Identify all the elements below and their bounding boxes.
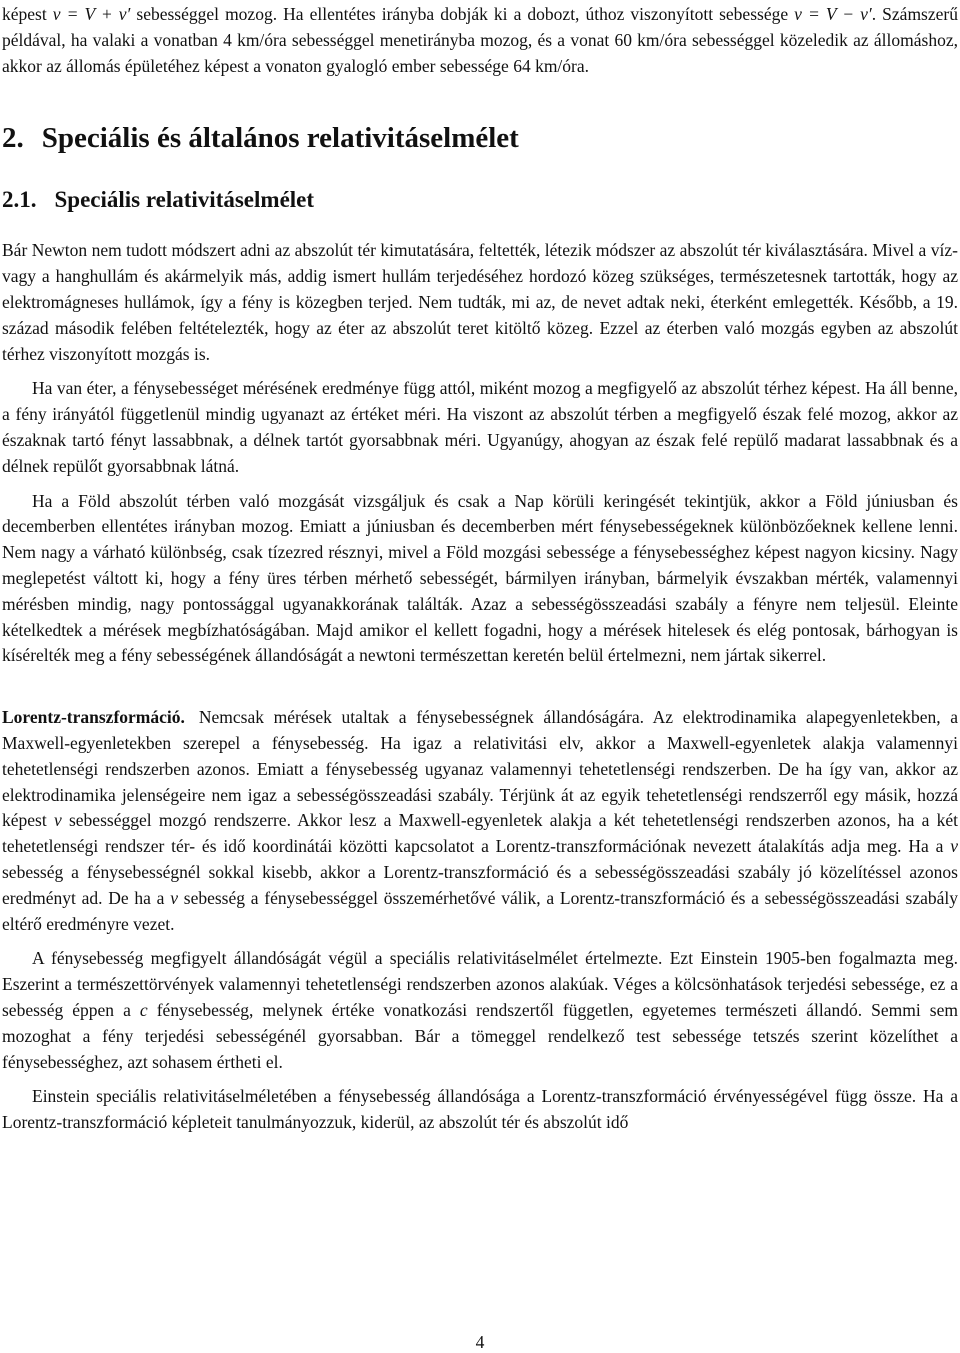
paragraph-earth-motion: Ha a Föld abszolút térben való mozgását vizsgáljuk és csak a Nap körüli keringését tekintjük, akkor a Föld júniusban és decemberben ellentétes irányban mozog. Emiatt a júniusban és decemberben mért fénysebességeknek különbözőeknek kellene lenni. Nem nagy a várható különbség, csak tízezred résznyi, mivel a Föld mozgási sebessége a fénysebességhez képest nagyon kicsiny. Nagy meglepetést váltott ki, hogy a fény üres térben mérhető sebességét, bármilyen irányban, bármelyik évszakban mérték, valamennyi mérésben mindig, nagy pontossággal ugyanakkorának találták. Azaz a sebességösszeadási szabály a fényre nem teljesül. Eleinte kételkedtek a mérések megbízhatóságában. Majd amikor el kellett fogadni, hogy a mérések hitelesek és elég pontosak, bárhogyan is kísérelték meg a fény sebességének állandóságát a newtoni természettan keretén belül értelmezni, nem jártak sikerrel. xyxy=(2,490,958,666)
lorentz-heading: Lorentz-transzformáció. xyxy=(2,707,185,728)
page-number: 4 xyxy=(475,1332,485,1352)
einstein-text-a: A fénysebesség megfigyelt állandóságát végül a speciális relativitáselmélet értelmezte. Ezt Einstein 1905-ben fogalmazta meg. Eszerint a természettörvények valamennyi tehetetlenségi rendszerben azonos alakúak. Véges a kölcsönhatások terjedési sebessége, ez a sebesség éppen a xyxy=(2,948,958,1020)
paragraph-einstein-intro xyxy=(2,946,958,1075)
paragraph-lorentz xyxy=(2,705,958,937)
paragraph-newton: Bár Newton nem tudott módszert adni az abszolút tér kimutatására, feltették, létezik módszer az abszolút tér kiválasztására. Mivel a víz- vagy a hanghullám és akármelyik más, addig ismert hullám terjedéséhez hordozó közeg szükséges, természetesnek tartották, hogy az elektromágneses hullámok, így a fény is közegben terjed. Nem tudták, mi az, de nevet adtak neki, éterként emlegették. Később, a 19. század második felében feltételezték, hogy az éter az abszolút teret kitöltő közeg. Ezzel az éterben való mozgás egyben az abszolút térhez viszonyított mozgás is. xyxy=(2,240,958,364)
intro-paragraph xyxy=(2,0,958,79)
subsection-number: 2.1. xyxy=(2,187,37,213)
subsection-title: Speciális relativitáselmélet xyxy=(54,187,315,213)
subsection-heading xyxy=(2,186,958,214)
lorentz-text-d: sebesség a fénysebességgel összemérhetővé válik, a Lorentz-transzformáció és a sebességösszeadási szabály eltérő eredményre vezet. xyxy=(2,887,958,934)
lorentz-text-b: sebességgel mozgó rendszerre. Akkor lesz a Maxwell-egyenletek alakja a két tehetetlenségi rendszerben azonos, ha a két tehetetlenségi rendszer tér- és idő koordinátái közötti kapcsolatot a Lorentz-transzformációnak nevezett átalakítás adja meg. Ha a xyxy=(2,810,958,857)
intro-text-b: sebességgel mozog. Ha ellentétes irányba dobják ki a dobozt, úthoz viszonyított sebessége xyxy=(130,4,795,24)
einstein-text-b: fénysebesség, melynek értéke vonatkozási rendszertől független, egyetemes természeti állandó. Semmi sem mozoghat a fény terjedési sebességénél gyorsabban. Bár a tömeggel rendelkező test sebessége tetszés szerint közelíthet a fénysebességhez, azt sohasem értheti el. xyxy=(2,999,958,1072)
lorentz-text-a: Nemcsak mérések utaltak a fénysebességnek állandóságára. Az elektrodinamika alapegyenletekben, a Maxwell-egyenletekben szerepel a fénysebesség. Ha igaz a relativitási elv, akkor a Maxwell-egyenletek alakja valamennyi tehetetlenségi rendszerben azonos. Emiatt a fénysebesség ugyanaz valamennyi tehetetlenségi rendszerben. De ha így van, akkor az elektrodinamika jelenségeire nem igaz a sebességösszeadási szabály. Térjünk át az egyik tehetetlenségi rendszerről egy másik, hozzá képest xyxy=(2,707,958,831)
section-title: Speciális és általános relativitáselmélet xyxy=(41,122,519,155)
intro-text-a: képest xyxy=(2,4,53,24)
intro-formula-difference: v = V − v′ xyxy=(794,4,872,24)
paragraph-einstein-lorentz: Einstein speciális relativitáselméletében a fénysebesség állandósága a Lorentz-transzformáció érvényességével függ össze. Ha a Lorentz-transzformáció képleteit tanulmányozzuk, kiderül, az abszolút tér és abszolút idő xyxy=(2,1086,958,1133)
lorentz-velocity-symbol: v xyxy=(53,810,62,831)
section-number: 2. xyxy=(2,122,24,155)
section-heading xyxy=(2,121,958,155)
intro-text-c: . Számszerű példával, ha valaki a vonatban 4 km/óra sebességgel menetirányba mozog, és a vonat 60 km/óra sebességgel közeledik az állomáshoz, akkor az állomás épületéhez képest a vonaton gyalogló ember sebessége 64 km/óra. xyxy=(2,4,958,76)
lorentz-velocity-symbol: v xyxy=(170,887,178,908)
lorentz-velocity-symbol: v xyxy=(950,836,958,857)
intro-formula-sum: v = V + v′ xyxy=(52,4,131,24)
lorentz-text-c: sebesség a fénysebességnél sokkal kisebb, akkor a Lorentz-transzformáció és a sebességösszeadási szabály jó közelítéssel azonos eredményt ad. De ha a xyxy=(2,861,958,908)
paragraph-ether: Ha van éter, a fénysebességet mérésének eredménye függ attól, miként mozog a megfigyelő az abszolút térhez képest. Ha áll benne, a fény irányától függetlenül mindig ugyanazt az értéket méri. Ha viszont az abszolút térben a megfigyelő észak felé mozog, akkor az északnak tartó fényt lassabbnak, a délnek tartót gyorsabbnak méri. Ugyanúgy, ahogyan az észak felé repülő madarat lassabbnak és a délnek repülőt gyorsabbnak látná. xyxy=(2,378,958,476)
light-speed-symbol: c xyxy=(139,999,148,1020)
